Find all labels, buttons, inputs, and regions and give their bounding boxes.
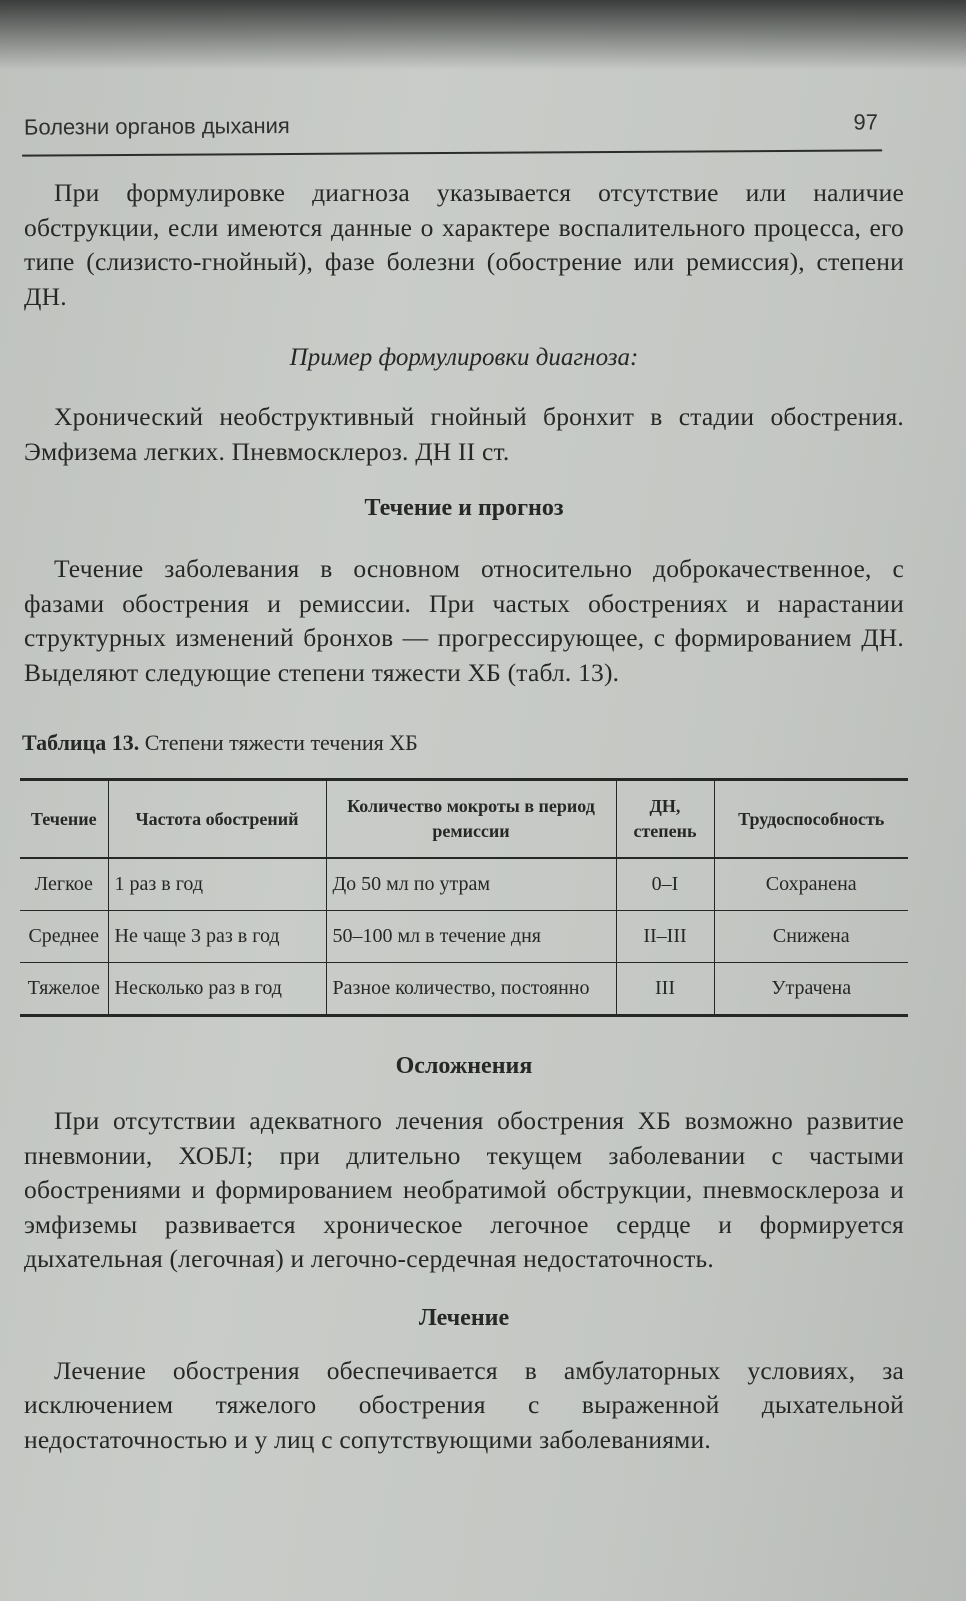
page-number: 97 xyxy=(853,109,879,135)
table-cell: Тяжелое xyxy=(20,963,108,1016)
severity-table xyxy=(20,778,908,1017)
table-cell: Сохранена xyxy=(714,858,908,911)
table-header-cell: Частота обострений xyxy=(108,780,326,859)
table-header-row xyxy=(20,780,908,859)
table-row xyxy=(20,911,908,963)
table-cell: II–III xyxy=(616,911,714,963)
table-header-cell: Трудоспособность xyxy=(714,780,908,859)
section-complications-text: При отсутствии адекватного лечения обострения ХБ возможно развитие пневмонии, ХОБЛ; при длительно текущем заболевании с частыми обострениями и формированием необратимой обструкции, пневмосклероза и эмфиземы развивается хроническое легочное сердце и формируется дыхательная (легочная) и легочно-сердечная недостаточность. xyxy=(24,1106,904,1273)
table-cell: Разное количество, постоянно xyxy=(326,963,616,1016)
table-header-cell: ДН, степень xyxy=(616,780,714,859)
table-caption-label: Таблица 13. xyxy=(22,730,140,755)
diagnosis-paragraph: При формулировке диагноза указывается отсутствие или наличие обструкции, если имеются данные о характере воспалительного процесса, его типе (слизисто-гнойный), фазе болезни (обострение или ремиссия), степени ДН. xyxy=(24,178,904,311)
table-cell: До 50 мл по утрам xyxy=(326,858,616,911)
table-row xyxy=(20,963,908,1016)
section-course-text: Течение заболевания в основном относительно доброкачественное, с фазами обострения и ремиссии. При частых обострениях и нарастании структурных изменений бронхов — прогрессирующее, с формированием ДН. Выделяют следующие степени тяжести ХБ (табл. 13). xyxy=(24,554,904,687)
page-content xyxy=(24,176,904,1457)
table-cell: Среднее xyxy=(20,911,108,963)
table-cell: 50–100 мл в течение дня xyxy=(326,911,616,963)
table-cell: 1 раз в год xyxy=(108,858,326,911)
section-complications-title: Осложнения xyxy=(395,1053,533,1079)
section-treatment-title: Лечение xyxy=(418,1304,510,1331)
page-top-shadow xyxy=(0,0,966,70)
table-cell: Утрачена xyxy=(714,963,908,1016)
example-title: Пример формулировки диагноза: xyxy=(289,344,639,371)
table-row xyxy=(20,858,908,911)
table-cell: 0–I xyxy=(616,858,714,911)
section-treatment-text: Лечение обострения обеспечивается в амбулаторных условиях, за исключением тяжелого обострения с выраженной дыхательной недостаточностью и у лиц с сопутствующими заболеваниями. xyxy=(24,1355,904,1454)
example-text: Хронический необструктивный гнойный бронхит в стадии обострения. Эмфизема легких. Пневмосклероз. ДН II ст. xyxy=(24,402,904,466)
table-header-cell: Течение xyxy=(20,780,108,859)
table-cell: Легкое xyxy=(20,858,108,911)
table-cell: Не чаще 3 раз в год xyxy=(108,911,326,963)
table-header-cell: Количество мокроты в период ремиссии xyxy=(326,780,616,859)
table-cell: III xyxy=(616,963,714,1016)
page-header xyxy=(22,109,882,156)
table-caption xyxy=(22,730,904,756)
table-cell: Несколько раз в год xyxy=(108,963,326,1016)
table-caption-text: Степени тяжести течения ХБ xyxy=(144,730,418,755)
table-cell: Снижена xyxy=(714,911,908,963)
section-course-title: Течение и прогноз xyxy=(364,495,564,521)
running-title: Болезни органов дыхания xyxy=(23,112,290,140)
